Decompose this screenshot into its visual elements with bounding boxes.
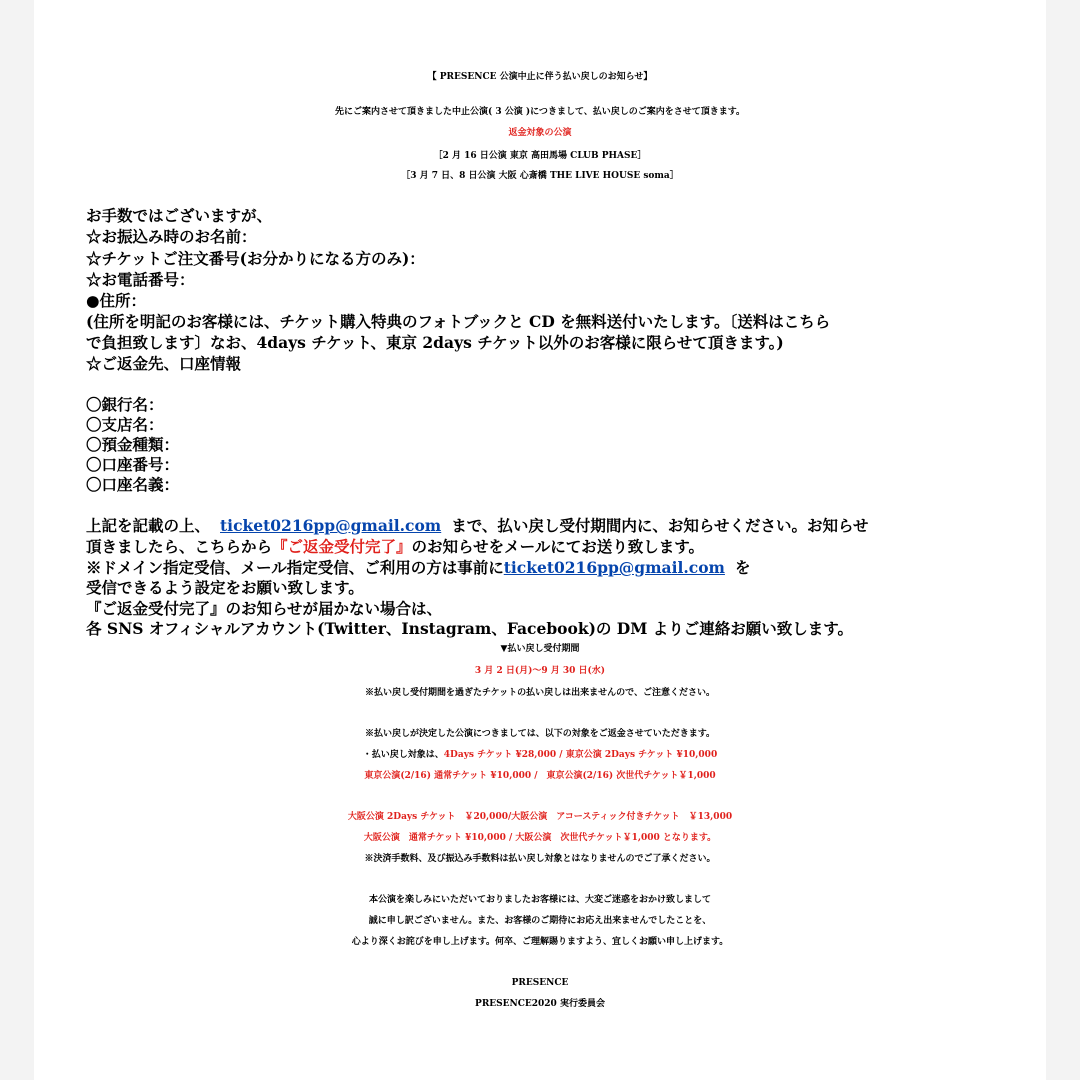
- address-note-line-2: で負担致します〕なお、4days チケット、東京 2days チケット以外のお客様に限らせて頂きます。): [86, 333, 784, 352]
- apology-line-3: 心より深くお詫びを申し上げます。何卒、ご理解賜りますよう、宜しくお願い申し上げます。: [351, 937, 729, 947]
- field-phone: ☆お電話番号：: [86, 270, 195, 289]
- field-branch-name: 〇支店名：: [86, 415, 164, 434]
- contact-email-link-2[interactable]: ticket0216pp@gmail.com: [503, 558, 725, 577]
- period-heading: ▼払い戻し受付期間: [500, 644, 580, 654]
- period-dates: 3 月 2 日(月)～9 月 30 日(水): [474, 666, 606, 676]
- instruction-2-post: のお知らせをメールにてお送り致します。: [411, 537, 705, 556]
- period-note: ※払い戻し受付期間を過ぎたチケットの払い戻しは出来ませんので、ご注意ください。: [364, 688, 715, 698]
- instruction-post: まで、払い戻し受付期間内に、お知らせください。お知らせ: [451, 516, 869, 535]
- instruction-line-2: [86, 538, 704, 556]
- field-bank-name: 〇銀行名：: [86, 395, 164, 414]
- field-order-number: ☆チケットご注文番号(お分かりになる方のみ)：: [86, 249, 425, 268]
- refund-intro: ※払い戻しが決定した公演につきましては、以下の対象をご返金させていただきます。: [364, 729, 716, 739]
- field-account-holder: 〇口座名義：: [86, 475, 180, 494]
- signature-committee: PRESENCE2020 実行委員会: [475, 999, 605, 1009]
- fee-note: ※決済手数料、及び振込み手数料は払い戻し対象とはなりませんのでご了承ください。: [364, 854, 716, 864]
- notice-line-1: 『ご返金受付完了』のお知らせが届かない場合は、: [86, 599, 443, 618]
- contact-email-link[interactable]: ticket0216pp@gmail.com: [220, 516, 442, 535]
- domain-note-line-1: [86, 559, 750, 577]
- notice-line-2: 各 SNS オフィシャルアカウント(Twitter、Instagram、Facebook)の DM よりご連絡お願い致します。: [86, 619, 854, 638]
- show-osaka: ［3 月 7 日、8 日公演 大阪 心斎橋 THE LIVE HOUSE soma］: [401, 171, 679, 181]
- signature-presence: PRESENCE: [511, 978, 569, 988]
- domain-note-line-2: 受信できるよう設定をお願い致します。: [86, 578, 364, 597]
- refund-targets-line: [34, 746, 1046, 764]
- field-address: ●住所：: [86, 291, 147, 310]
- refund-targets-pre: ・払い戻し対象は、: [362, 750, 444, 760]
- intro-text: 先にご案内させて頂きました中止公演( 3 公演 )につきまして、払い戻しのご案内をさせて頂きます。: [334, 107, 746, 117]
- address-note-line-1: (住所を明記のお客様には、チケット購入特典のフォトブックと CD を無料送付いたします。〔送料はこちら: [86, 312, 831, 331]
- refund-osaka-prices-1: 大阪公演 2Days チケット ￥20,000/大阪公演 アコースティック付きチケット ￥13,000: [347, 812, 733, 822]
- refund-complete-label: 『ご返金受付完了』: [272, 537, 412, 556]
- notice-content: [34, 0, 1046, 1080]
- request-lead: お手数ではございますが、: [86, 206, 273, 225]
- field-account-type: 〇預金種類：: [86, 435, 180, 454]
- domain-note-post: を: [734, 558, 751, 577]
- document-page: [34, 0, 1046, 1080]
- refund-osaka-prices-2: 大阪公演 通常チケット ¥10,000 / 大阪公演 次世代チケット￥1,000 となります。: [363, 833, 717, 843]
- domain-note-pre: ※ドメイン指定受信、メール指定受信、ご利用の方は事前に: [86, 558, 504, 577]
- show-tokyo: ［2 月 16 日公演 東京 高田馬場 CLUB PHASE］: [433, 151, 647, 161]
- apology-line-1: 本公演を楽しみにいただいておりましたお客様には、大変ご迷惑をおかけ致しまして: [368, 895, 711, 905]
- instruction-pre: 上記を記載の上、: [86, 516, 211, 535]
- field-transfer-name: ☆お振込み時のお名前：: [86, 227, 257, 246]
- refund-target-heading: 返金対象の公演: [508, 128, 572, 138]
- apology-line-2: 誠に申し訳ございません。また、お客様のご期待にお応え出来ませんでしたことを、: [368, 916, 712, 926]
- refund-tokyo-prices: 東京公演(2/16) 通常チケット ¥10,000 / 東京公演(2/16) 次世代チケット￥1,000: [364, 771, 716, 781]
- field-account-number: 〇口座番号：: [86, 455, 180, 474]
- instruction-line-1: [86, 517, 868, 535]
- refund-targets-prices: 4Days チケット ¥28,000 / 東京公演 2Days チケット ¥10,000: [443, 750, 718, 760]
- notice-title: 【 PRESENCE 公演中止に伴う払い戻しのお知らせ】: [427, 72, 653, 82]
- instruction-2-pre: 頂きましたら、こちらから: [86, 537, 273, 556]
- field-refund-account: ☆ご返金先、口座情報: [86, 354, 242, 373]
